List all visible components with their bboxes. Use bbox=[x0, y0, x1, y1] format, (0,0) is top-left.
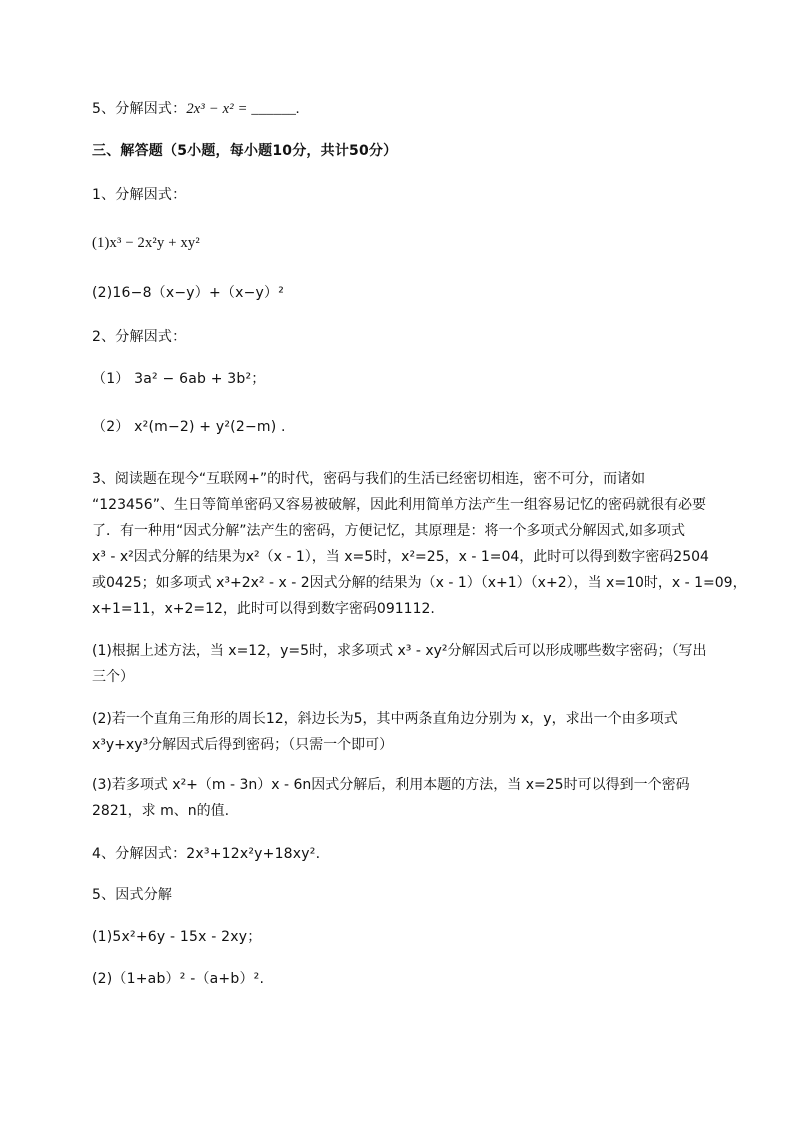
question-5-label: 5、分解因式： bbox=[92, 101, 187, 117]
sub-question-line: (3)若多项式 x²+（m - 3n）x - 6n因式分解后，利用本题的方法，当 x=25时可以得到一个密码 bbox=[92, 777, 690, 793]
question-5-fill-blank bbox=[92, 100, 300, 118]
problem-5-title: 5、因式分解 bbox=[92, 887, 173, 903]
passage-line: 或0425；如多项式 x³+2x² - x - 2因式分解的结果为（x - 1）（x+1）（x+2），当 x=10时，x - 1=09， bbox=[92, 575, 747, 591]
problem-3-sub-3 bbox=[92, 772, 742, 824]
problem-5-part-2: (2)（1+ab）² -（a+b）². bbox=[92, 971, 265, 987]
problem-2-title: 2、分解因式： bbox=[92, 329, 187, 345]
passage-line: “123456”、生日等简单密码又容易被破解，因此利用简单方法产生一组容易记忆的密码就很有必要 bbox=[92, 497, 706, 513]
sub-question-line: 2821，求 m、n的值. bbox=[92, 803, 230, 819]
passage-line: 3、阅读题在现今“互联网+”的时代，密码与我们的生活已经密切相连，密不可分，而诸如 bbox=[92, 471, 646, 487]
problem-2-part-2: （2） x²(m−2) + y²(2−m) . bbox=[92, 419, 286, 435]
passage-line: 了．有一种用“因式分解”法产生的密码，方便记忆，其原理是：将一个多项式分解因式,如多项式 bbox=[92, 523, 685, 539]
problem-3-passage bbox=[92, 466, 747, 622]
problem-2-part-1: （1） 3a² − 6ab + 3b²； bbox=[92, 371, 266, 387]
sub-question-line: (1)根据上述方法，当 x=12，y=5时，求多项式 x³ - xy²分解因式后可以形成哪些数字密码；（写出 bbox=[92, 643, 707, 659]
problem-3-sub-1 bbox=[92, 638, 742, 690]
sub-question-line: (2)若一个直角三角形的周长12，斜边长为5，其中两条直角边分别为 x，y，求出一个由多项式 bbox=[92, 711, 678, 727]
problem-1-part-2: (2)16−8（x−y）+（x−y）² bbox=[92, 285, 285, 301]
sub-question-line: 三个） bbox=[92, 669, 134, 685]
section-3-heading: 三、解答题（5小题，每小题10分，共计50分） bbox=[92, 143, 398, 159]
question-5-expression: 2x³ − x² = ______. bbox=[186, 101, 300, 117]
passage-line: x³ - x²因式分解的结果为x²（x - 1），当 x=5时，x²=25，x - 1=04，此时可以得到数字密码2504 bbox=[92, 549, 709, 565]
problem-1-part-1: (1)x³ − 2x²y + xy² bbox=[92, 235, 200, 251]
problem-4: 4、分解因式：2x³+12x²y+18xy². bbox=[92, 846, 321, 862]
sub-question-line: x³y+xy³分解因式后得到密码；（只需一个即可） bbox=[92, 737, 394, 753]
problem-5-part-1: (1)5x²+6y - 15x - 2xy； bbox=[92, 929, 262, 945]
problem-1-title: 1、分解因式： bbox=[92, 187, 187, 203]
problem-3-sub-2 bbox=[92, 706, 742, 758]
passage-line: x+1=11，x+2=12，此时可以得到数字密码091112. bbox=[92, 601, 435, 617]
